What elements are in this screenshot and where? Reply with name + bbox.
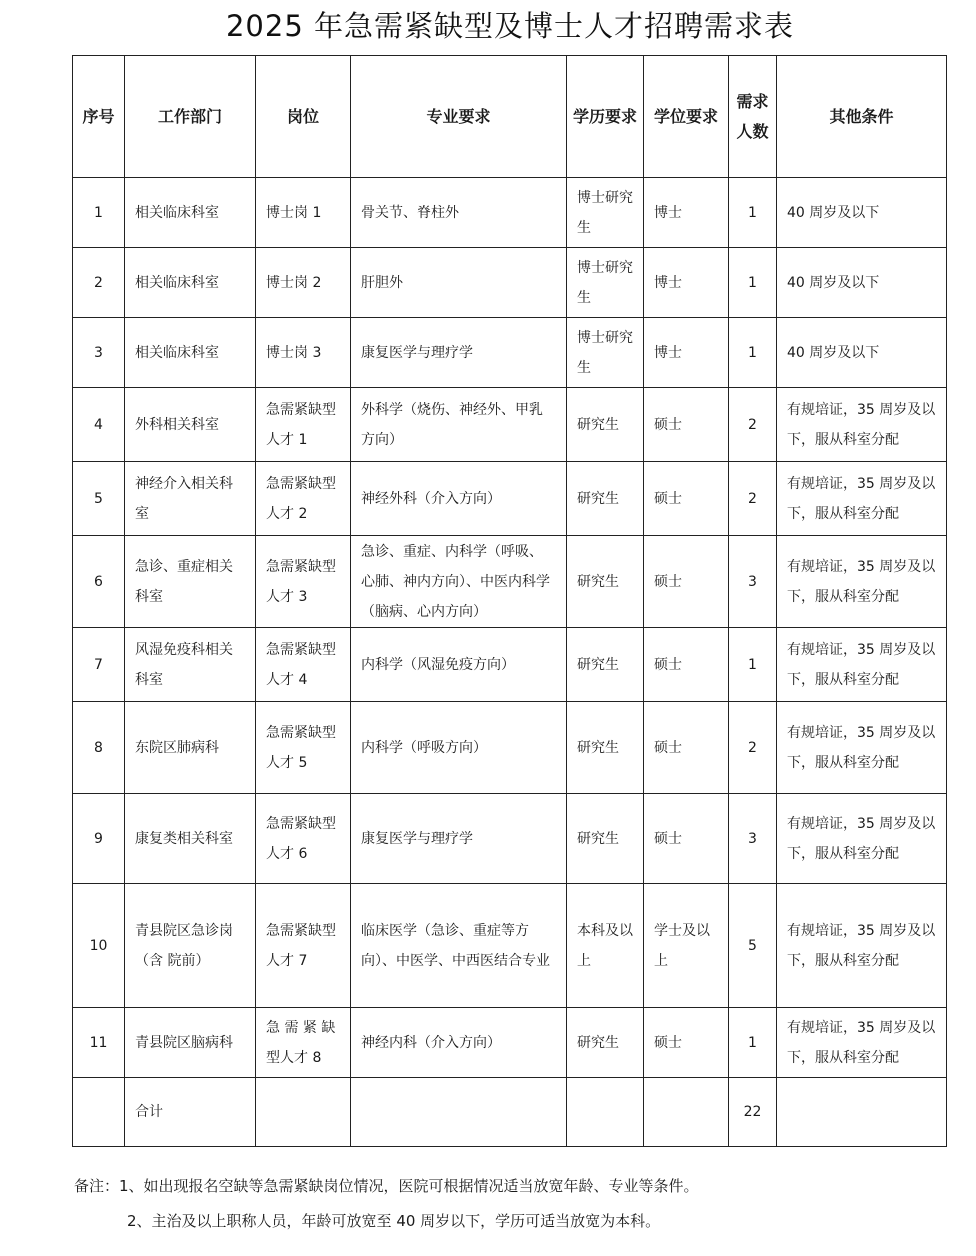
cell-edu: 研究生 (567, 1008, 644, 1078)
table-row (73, 388, 947, 462)
cell-dept: 东院区肺病科 (125, 702, 256, 794)
cell-seq: 6 (73, 536, 125, 628)
cell-count: 2 (729, 702, 777, 794)
cell-degree: 硕士 (644, 628, 729, 702)
cell-other: 40 周岁及以下 (777, 178, 947, 248)
cell-post: 急需紧缺型人才 1 (256, 388, 351, 462)
cell-other: 有规培证，35 周岁及以下，服从科室分配 (777, 388, 947, 462)
cell-empty (73, 1078, 125, 1147)
cell-empty (777, 1078, 947, 1147)
cell-degree: 博士 (644, 248, 729, 318)
cell-post: 急需紧缺型人才 2 (256, 462, 351, 536)
cell-edu: 博士研究生 (567, 178, 644, 248)
table-row (73, 1008, 947, 1078)
header-degree: 学位要求 (644, 56, 729, 178)
cell-count: 2 (729, 388, 777, 462)
table-row (73, 628, 947, 702)
cell-degree: 博士 (644, 318, 729, 388)
header-dept: 工作部门 (125, 56, 256, 178)
cell-post: 急需紧缺型人才 7 (256, 884, 351, 1008)
cell-other: 有规培证，35 周岁及以下，服从科室分配 (777, 462, 947, 536)
cell-empty (567, 1078, 644, 1147)
cell-other: 有规培证，35 周岁及以下，服从科室分配 (777, 884, 947, 1008)
cell-degree: 硕士 (644, 794, 729, 884)
table-row (73, 178, 947, 248)
cell-post: 博士岗 1 (256, 178, 351, 248)
total-label: 合计 (125, 1078, 256, 1147)
cell-count: 1 (729, 628, 777, 702)
header-edu: 学历要求 (567, 56, 644, 178)
table-row (73, 884, 947, 1008)
total-row (73, 1078, 947, 1147)
cell-count: 1 (729, 318, 777, 388)
cell-dept: 风湿免疫科相关科室 (125, 628, 256, 702)
cell-degree: 硕士 (644, 536, 729, 628)
cell-major: 内科学（风湿免疫方向） (351, 628, 567, 702)
header-post: 岗位 (256, 56, 351, 178)
cell-seq: 11 (73, 1008, 125, 1078)
cell-other: 有规培证，35 周岁及以下，服从科室分配 (777, 794, 947, 884)
cell-post: 急需紧缺型人才 3 (256, 536, 351, 628)
cell-seq: 1 (73, 178, 125, 248)
cell-other: 有规培证，35 周岁及以下，服从科室分配 (777, 1008, 947, 1078)
cell-empty (644, 1078, 729, 1147)
cell-dept: 青县院区脑病科 (125, 1008, 256, 1078)
cell-post: 博士岗 3 (256, 318, 351, 388)
cell-degree: 硕士 (644, 388, 729, 462)
cell-edu: 博士研究生 (567, 248, 644, 318)
recruitment-table (72, 55, 947, 1147)
cell-edu: 研究生 (567, 794, 644, 884)
cell-major: 肝胆外 (351, 248, 567, 318)
header-seq: 序号 (73, 56, 125, 178)
page-title: 2025 年急需紧缺型及博士人才招聘需求表 (225, 9, 795, 43)
note-2: 2、主治及以上职称人员，年龄可放宽至 40 周岁以下，学历可适当放宽为本科。 (127, 1212, 661, 1230)
cell-count: 1 (729, 1008, 777, 1078)
cell-seq: 7 (73, 628, 125, 702)
cell-post: 急 需 紧 缺型人才 8 (256, 1008, 351, 1078)
cell-post: 急需紧缺型人才 6 (256, 794, 351, 884)
cell-seq: 2 (73, 248, 125, 318)
cell-seq: 5 (73, 462, 125, 536)
header-row (73, 56, 947, 178)
cell-seq: 3 (73, 318, 125, 388)
cell-seq: 4 (73, 388, 125, 462)
cell-count: 3 (729, 794, 777, 884)
cell-degree: 硕士 (644, 462, 729, 536)
cell-dept: 相关临床科室 (125, 248, 256, 318)
table-row (73, 536, 947, 628)
cell-other: 有规培证，35 周岁及以下，服从科室分配 (777, 702, 947, 794)
cell-count: 2 (729, 462, 777, 536)
cell-dept: 外科相关科室 (125, 388, 256, 462)
table-row (73, 248, 947, 318)
cell-major: 康复医学与理疗学 (351, 794, 567, 884)
cell-degree: 硕士 (644, 1008, 729, 1078)
cell-edu: 研究生 (567, 628, 644, 702)
cell-dept: 相关临床科室 (125, 178, 256, 248)
cell-count: 1 (729, 178, 777, 248)
cell-dept: 神经介入相关科室 (125, 462, 256, 536)
cell-count: 3 (729, 536, 777, 628)
cell-major: 骨关节、脊柱外 (351, 178, 567, 248)
cell-major: 临床医学（急诊、重症等方向）、中医学、中西医结合专业 (351, 884, 567, 1008)
cell-major: 急诊、重症、内科学（呼吸、心肺、神内方向）、中医内科学（脑病、心内方向） (351, 536, 567, 628)
cell-major: 外科学（烧伤、神经外、甲乳方向） (351, 388, 567, 462)
cell-seq: 10 (73, 884, 125, 1008)
cell-seq: 9 (73, 794, 125, 884)
cell-post: 急需紧缺型人才 4 (256, 628, 351, 702)
cell-edu: 博士研究生 (567, 318, 644, 388)
cell-edu: 本科及以上 (567, 884, 644, 1008)
cell-other: 40 周岁及以下 (777, 318, 947, 388)
total-count: 22 (729, 1078, 777, 1147)
cell-other: 有规培证，35 周岁及以下，服从科室分配 (777, 536, 947, 628)
cell-edu: 研究生 (567, 702, 644, 794)
cell-post: 博士岗 2 (256, 248, 351, 318)
cell-dept: 青县院区急诊岗（含 院前） (125, 884, 256, 1008)
cell-empty (256, 1078, 351, 1147)
cell-edu: 研究生 (567, 388, 644, 462)
cell-degree: 硕士 (644, 702, 729, 794)
header-count: 需求人数 (729, 56, 777, 178)
table-row (73, 318, 947, 388)
cell-major: 神经内科（介入方向） (351, 1008, 567, 1078)
cell-count: 5 (729, 884, 777, 1008)
cell-major: 康复医学与理疗学 (351, 318, 567, 388)
cell-dept: 急诊、重症相关科室 (125, 536, 256, 628)
cell-count: 1 (729, 248, 777, 318)
header-other: 其他条件 (777, 56, 947, 178)
cell-other: 有规培证，35 周岁及以下，服从科室分配 (777, 628, 947, 702)
cell-degree: 博士 (644, 178, 729, 248)
cell-edu: 研究生 (567, 462, 644, 536)
cell-post: 急需紧缺型人才 5 (256, 702, 351, 794)
cell-empty (351, 1078, 567, 1147)
cell-other: 40 周岁及以下 (777, 248, 947, 318)
cell-major: 神经外科（介入方向） (351, 462, 567, 536)
table-row (73, 462, 947, 536)
cell-major: 内科学（呼吸方向） (351, 702, 567, 794)
note-1: 备注：1、如出现报名空缺等急需紧缺岗位情况，医院可根据情况适当放宽年龄、专业等条件。 (74, 1177, 699, 1195)
cell-edu: 研究生 (567, 536, 644, 628)
cell-seq: 8 (73, 702, 125, 794)
cell-dept: 相关临床科室 (125, 318, 256, 388)
table-row (73, 794, 947, 884)
table-row (73, 702, 947, 794)
cell-dept: 康复类相关科室 (125, 794, 256, 884)
header-major: 专业要求 (351, 56, 567, 178)
cell-degree: 学士及以上 (644, 884, 729, 1008)
